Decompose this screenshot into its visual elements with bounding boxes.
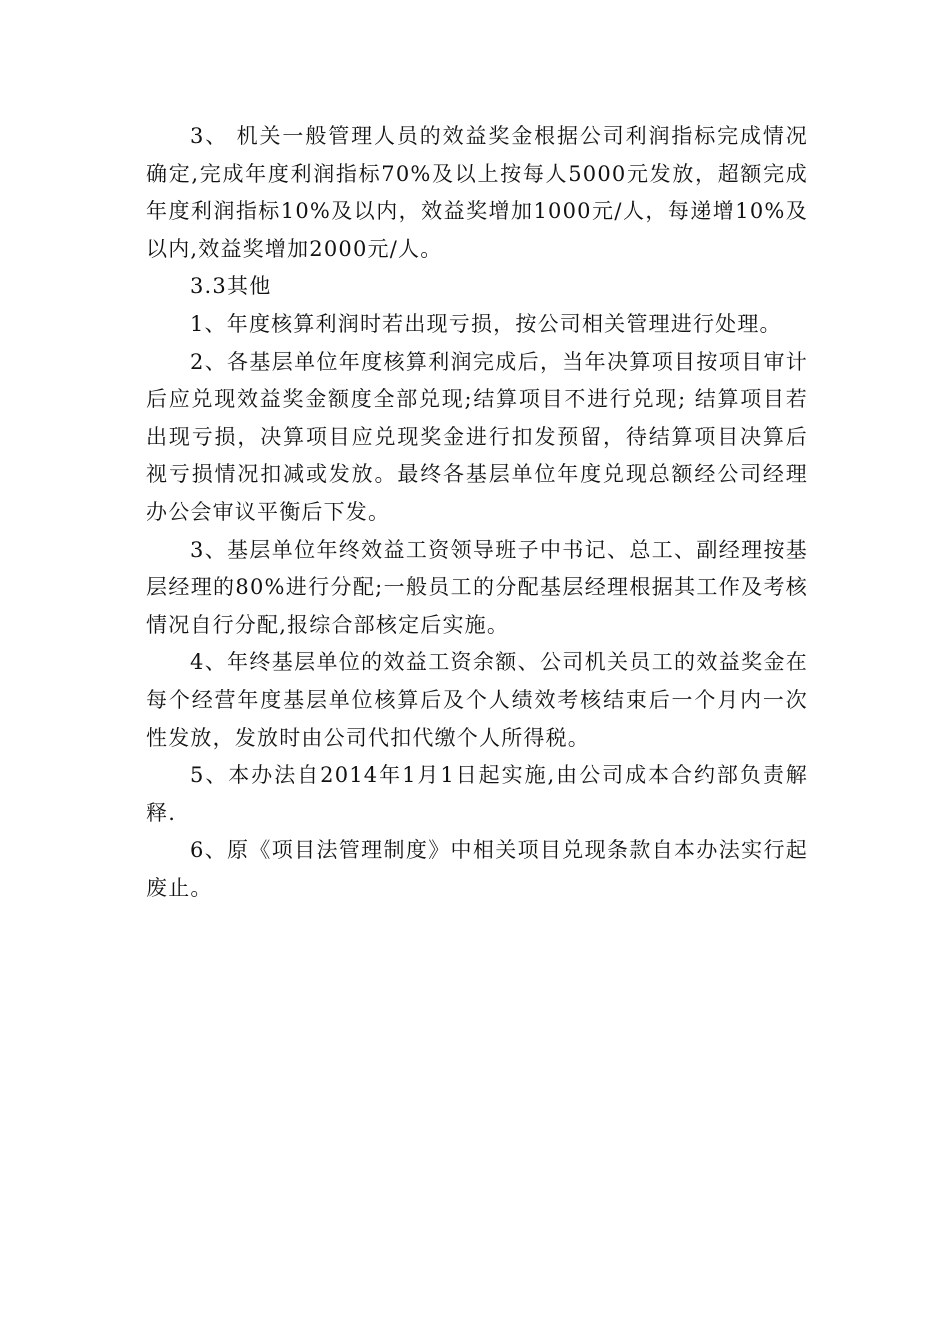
document-body (146, 118, 808, 907)
paragraph-item-2-settlement: 2、各基层单位年度核算利润完成后，当年决算项目按项目审计后应兑现效益奖金额度全部兑现;结算项目不进行兑现; 结算项目若出现亏损，决算项目应兑现奖金进行扣发预留，待结算项目决算后视亏损情况扣减或发放。最终各基层单位年度兑现总额经公司经理办公会审议平衡后下发。 (146, 349, 808, 524)
paragraph-office-staff-bonus: 3、 机关一般管理人员的效益奖金根据公司利润指标完成情况确定,完成年度利润指标70%及以上按每人5000元发放，超额完成年度利润指标10%及以内，效益奖增加1000元/人，每递增10%及以内,效益奖增加2000元/人。 (146, 124, 808, 261)
paragraph-item-1-loss: 1、年度核算利润时若出现亏损，按公司相关管理进行处理。 (190, 311, 782, 336)
paragraph-item-6-repeal: 6、原《项目法管理制度》中相关项目兑现条款自本办法实行起废止。 (146, 838, 808, 900)
paragraph-item-5-effective-date: 5、本办法自2014年1月1日起实施,由公司成本合约部负责解释. (146, 763, 808, 825)
paragraph-item-4-payment: 4、年终基层单位的效益工资余额、公司机关员工的效益奖金在每个经营年度基层单位核算后及个人绩效考核结束后一个月内一次性发放，发放时由公司代扣代缴个人所得税。 (146, 650, 808, 750)
paragraph-item-3-distribution: 3、基层单位年终效益工资领导班子中书记、总工、副经理按基层经理的80%进行分配;一般员工的分配基层经理根据其工作及考核情况自行分配,报综合部核定后实施。 (146, 537, 808, 637)
section-heading-other: 3.3其他 (190, 274, 272, 299)
